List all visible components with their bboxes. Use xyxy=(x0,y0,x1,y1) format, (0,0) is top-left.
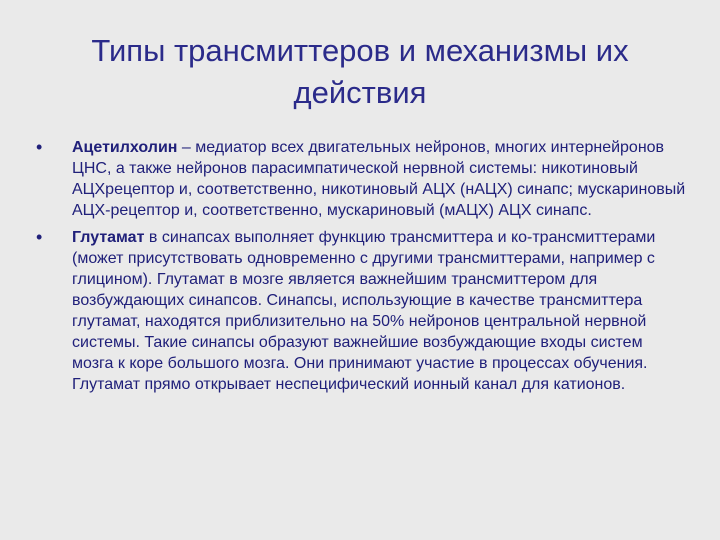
bullet-term: Ацетилхолин xyxy=(72,139,178,156)
bullet-item-acetylcholine xyxy=(36,137,686,221)
slide-title: Типы трансмиттеров и механизмы их действия xyxy=(91,33,629,110)
bullet-item-glutamate xyxy=(36,227,686,395)
bullet-term: Глутамат xyxy=(72,229,145,246)
bullet-text: – медиатор всех двигательных нейронов, многих интернейронов ЦНС, а также нейронов парасимпатической нервной системы: никотиновый АЦХрецептор и, соответственно, никотиновый АЦХ (нАЦХ) синапс; мускариновый АЦХ-рецептор и, соответственно, мускариновый (мАЦХ) АЦХ синапс. xyxy=(72,139,686,219)
bullet-text: в синапсах выполняет функцию трансмиттера и ко-трансмиттерами (может присутствовать одновременно с другими трансмиттерами, например с глицином). Глутамат в мозге является важнейшим трансмиттером для возбуждающих синапсов. Синапсы, использующие в качестве трансмиттера глутамат, находятся приблизительно на 50% нейронов центральной нервной системы. Такие синапсы образуют важнейшие возбуждающие входы систем мозга к коре большого мозга. Они принимают участие в процессах обучения. Глутамат прямо открывает неспецифический ионный канал для катионов. xyxy=(72,229,656,393)
bullet-dot-icon: • xyxy=(36,137,43,157)
bullet-dot-icon: • xyxy=(36,227,43,247)
bullet-list xyxy=(36,137,686,401)
